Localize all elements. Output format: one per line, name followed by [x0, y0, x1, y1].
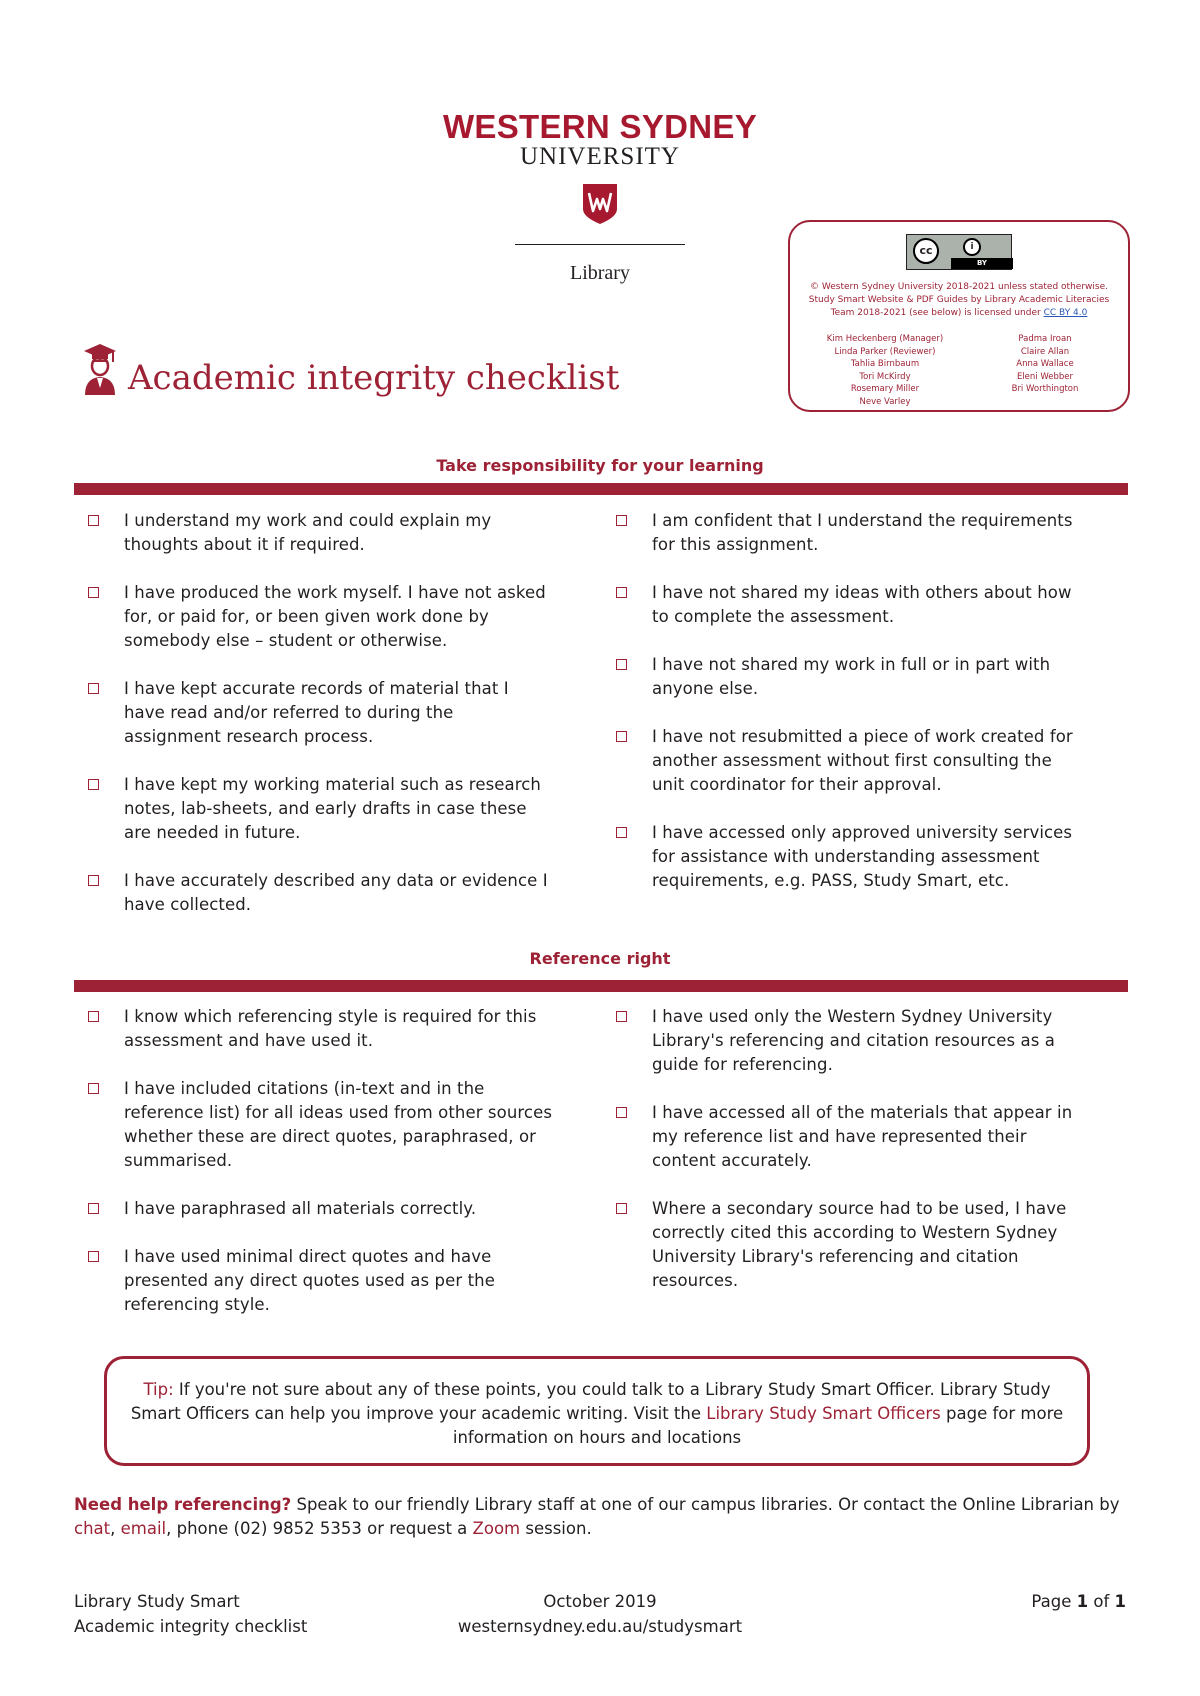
checklist-item[interactable]: I have paraphrased all materials correctly.: [74, 1197, 554, 1221]
checklist-item[interactable]: I understand my work and could explain my thoughts about it if required.: [74, 509, 554, 557]
checkbox-icon[interactable]: [616, 827, 627, 838]
checkbox-icon[interactable]: [616, 587, 627, 598]
footer-url[interactable]: westernsydney.edu.au/studysmart: [457, 1616, 743, 1636]
license-name: Kim Heckenberg (Manager): [826, 334, 944, 344]
checklist-item[interactable]: I have used only the Western Sydney University Library's referencing and citation resources as a guide for referencing.: [602, 1005, 1082, 1077]
checklist-item[interactable]: I have produced the work myself. I have not asked for, or paid for, or been given work done by somebody else – student or otherwise.: [74, 581, 554, 653]
footer-page-number: Page 1 of 1: [1031, 1592, 1126, 1611]
checklist-left-column: [74, 509, 554, 917]
license-name: Tahlia Birnbaum: [850, 359, 920, 369]
checkbox-icon[interactable]: [88, 683, 99, 694]
section-heading-responsibility: Take responsibility for your learning: [436, 456, 764, 475]
section-divider-bar: [74, 483, 1128, 495]
section-divider-bar: [74, 980, 1128, 992]
help-referencing-paragraph: Need help referencing? Speak to our friendly Library staff at one of our campus libraries. Or contact the Online Librarian by chat, email, phone (02) 9852 5353 or request a Zoom session.: [74, 1495, 1120, 1538]
checkbox-icon[interactable]: [616, 515, 627, 526]
footer-program: Library Study Smart: [74, 1592, 240, 1611]
checkbox-icon[interactable]: [88, 1251, 99, 1262]
checkbox-icon[interactable]: [616, 731, 627, 742]
zoom-link[interactable]: Zoom: [472, 1519, 521, 1538]
license-name: Padma Iroan: [1018, 334, 1072, 344]
checklist-item[interactable]: I have used minimal direct quotes and have presented any direct quotes used as per the referencing style.: [74, 1245, 554, 1317]
checkbox-icon[interactable]: [88, 1083, 99, 1094]
checklist-item[interactable]: I have not shared my work in full or in part with anyone else.: [602, 653, 1082, 701]
license-name: Bri Worthington: [1011, 384, 1079, 394]
checkbox-icon[interactable]: [616, 1011, 627, 1022]
checkbox-icon[interactable]: [88, 875, 99, 886]
footer-date: October 2019: [543, 1592, 657, 1611]
checklist-item[interactable]: I know which referencing style is required for this assessment and have used it.: [74, 1005, 554, 1053]
checklist-item[interactable]: I have accessed all of the materials that appear in my reference list and have represented their content accurately.: [602, 1101, 1082, 1173]
checklist-item[interactable]: I have not resubmitted a piece of work created for another assessment without first consulting the unit coordinator for their approval.: [602, 725, 1082, 797]
license-line-1: © Western Sydney University 2018-2021 unless stated otherwise.: [810, 282, 1108, 292]
tip-label: Tip:: [143, 1380, 174, 1399]
page-title: Academic integrity checklist: [128, 358, 620, 398]
cc-by-license-icon[interactable]: cc i BY: [906, 234, 1012, 270]
chat-link[interactable]: chat: [74, 1519, 111, 1538]
reference-right-column: [602, 1005, 1082, 1293]
checklist-item[interactable]: I am confident that I understand the requirements for this assignment.: [602, 509, 1082, 557]
study-smart-officers-link[interactable]: Library Study Smart Officers: [706, 1404, 941, 1423]
tip-text: Tip: If you're not sure about any of these points, you could talk to a Library Study Smart Officer. Library Study Smart Officers can help you improve your academic writing. Visit the Library Study Smart Officers page for more information on hours and locations: [130, 1380, 1064, 1447]
checkbox-icon[interactable]: [616, 659, 627, 670]
checkbox-icon[interactable]: [88, 587, 99, 598]
checklist-item[interactable]: I have accessed only approved university services for assistance with understanding assessment requirements, e.g. PASS, Study Smart, etc.: [602, 821, 1082, 893]
university-logo-wordmark: WESTERN SYDNEY: [442, 108, 758, 145]
license-names-right: [985, 333, 1105, 396]
student-graduate-icon: [82, 342, 118, 396]
license-name: Tori McKirdy: [859, 371, 911, 382]
license-line-2: Study Smart Website & PDF Guides by Library Academic Literacies: [808, 295, 1110, 305]
reference-left-column: [74, 1005, 554, 1317]
license-name: Claire Allan: [1020, 346, 1070, 357]
checklist-right-column: [602, 509, 1082, 893]
checkbox-icon[interactable]: [88, 1203, 99, 1214]
section-heading-reference: Reference right: [529, 949, 671, 968]
footer-center: [400, 1590, 800, 1639]
email-link[interactable]: email: [120, 1519, 167, 1538]
checklist-item[interactable]: I have kept my working material such as research notes, lab-sheets, and early drafts in case these are needed in future.: [74, 773, 554, 845]
checklist-item[interactable]: I have kept accurate records of material that I have read and/or referred to during the assignment research process.: [74, 677, 554, 749]
checklist-item[interactable]: I have accurately described any data or evidence I have collected.: [74, 869, 554, 917]
license-name: Linda Parker (Reviewer): [834, 346, 936, 357]
checklist-item[interactable]: I have not shared my ideas with others about how to complete the assessment.: [602, 581, 1082, 629]
license-name: Eleni Webber: [1016, 371, 1074, 382]
university-logo-subtitle: UNIVERSITY: [520, 143, 680, 170]
license-text: [796, 281, 1122, 320]
footer-left: [74, 1590, 307, 1639]
license-link[interactable]: CC BY 4.0: [1043, 308, 1088, 318]
footer-doc-title: Academic integrity checklist: [74, 1616, 308, 1636]
license-name: Neve Varley: [859, 396, 911, 407]
license-name: Rosemary Miller: [850, 384, 920, 394]
checklist-item[interactable]: Where a secondary source had to be used, I have correctly cited this according to Western Sydney University Library's referencing and citation resources.: [602, 1197, 1082, 1293]
checkbox-icon[interactable]: [88, 515, 99, 526]
checkbox-icon[interactable]: [88, 1011, 99, 1022]
license-name: Anna Wallace: [1016, 359, 1074, 369]
checkbox-icon[interactable]: [88, 779, 99, 790]
license-names-left: [810, 333, 960, 408]
license-line-3: Team 2018-2021 (see below) is licensed under CC BY 4.0: [830, 308, 1088, 318]
checkbox-icon[interactable]: [616, 1203, 627, 1214]
logo-divider: [515, 244, 685, 245]
checklist-item[interactable]: I have included citations (in-text and in the reference list) for all ideas used from other sources whether these are direct quotes, paraphrased, or summarised.: [74, 1077, 554, 1173]
checkbox-icon[interactable]: [616, 1107, 627, 1118]
help-heading: Need help referencing?: [74, 1495, 292, 1514]
university-shield-icon: [582, 183, 618, 225]
logo-library-label: Library: [570, 262, 630, 284]
